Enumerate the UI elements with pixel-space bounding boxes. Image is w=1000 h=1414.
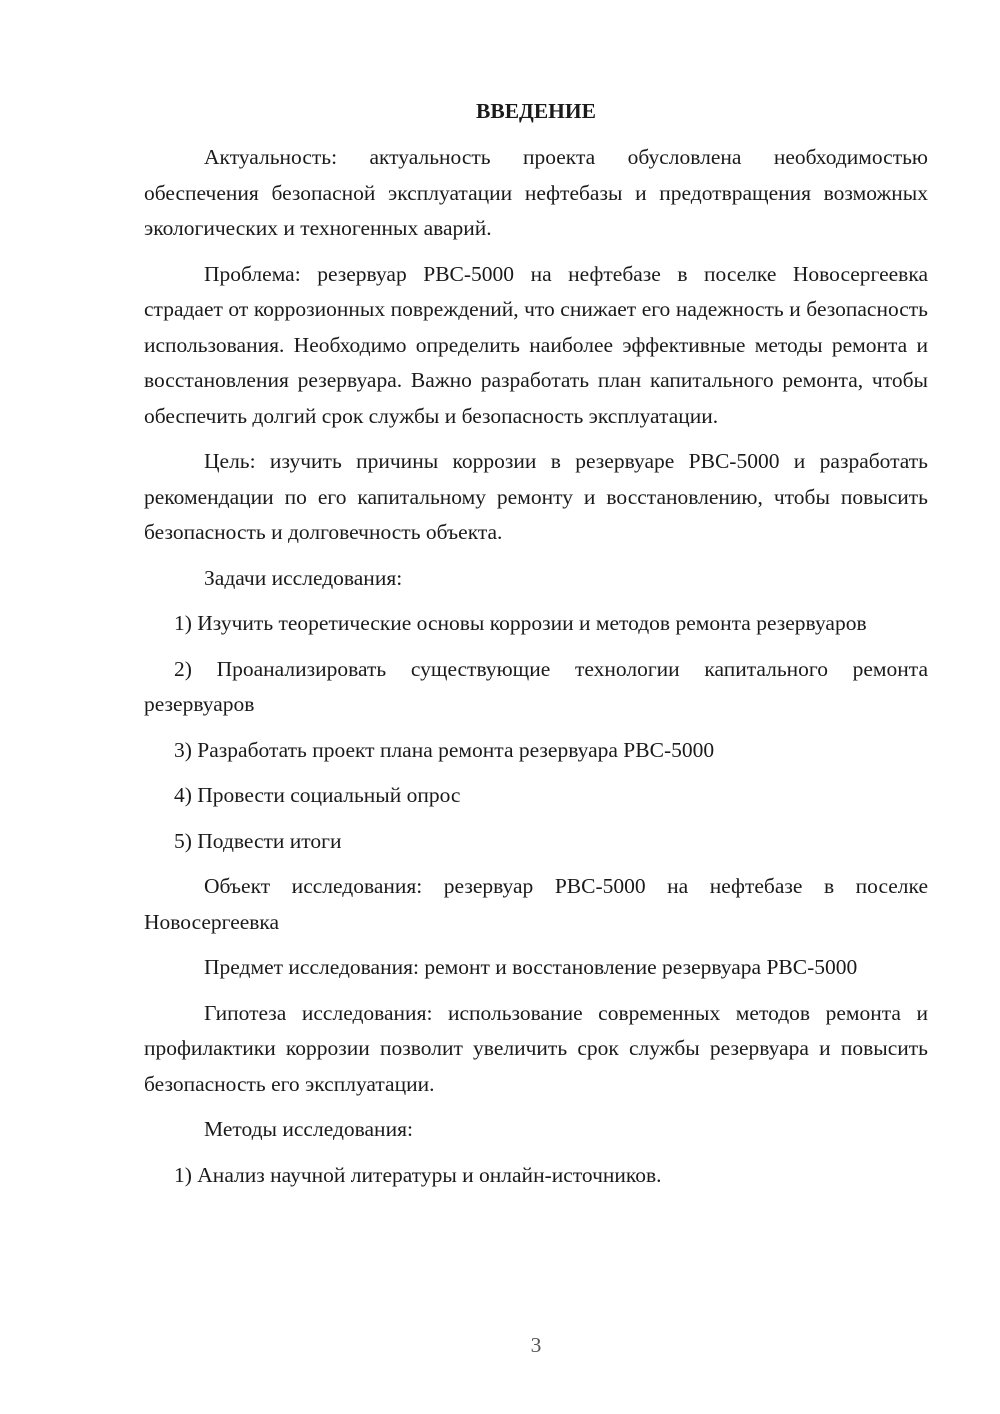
task-item-1: 1) Изучить теоретические основы коррозии и методов ремонта резервуаров: [174, 611, 867, 635]
page-number: 3: [530, 1333, 542, 1357]
tasks-title: Задачи исследования:: [204, 565, 403, 590]
paragraph-subject: Предмет исследования: ремонт и восстановление резервуара РВС-5000: [204, 955, 858, 979]
methods-title: Методы исследования:: [204, 1117, 413, 1141]
document-page: [144, 96, 928, 1203]
paragraph-hypothesis: Гипотеза исследования: использование современных методов ремонта и профилактики коррозии позволит увеличить срок службы резервуара и повысить безопасность его эксплуатации.: [144, 1000, 928, 1096]
paragraph-problem: Проблема: резервуар РВС-5000 на нефтебазе в поселке Новосергеевка страдает от коррозионных повреждений, что снижает его надежность и безопасность использования. Необходимо определить наиболее эффективные методы ремонта и восстановления резервуара. Важно разработать план капитального ремонта, чтобы обеспечить долгий срок службы и безопасность эксплуатации.: [144, 261, 928, 428]
paragraph-goal: Цель: изучить причины коррозии в резервуаре РВС-5000 и разработать рекомендации по его капитальному ремонту и восстановлению, чтобы повысить безопасность и долговечность объекта.: [144, 449, 928, 544]
task-item-5: 5) Подвести итоги: [174, 828, 342, 853]
method-item-1: 1) Анализ научной литературы и онлайн-источников.: [174, 1162, 662, 1187]
task-item-4: 4) Провести социальный опрос: [174, 783, 461, 807]
task-item-3: 3) Разработать проект плана ремонта резервуара РВС-5000: [174, 737, 715, 762]
section-heading: ВВЕДЕНИЕ: [476, 99, 596, 123]
paragraph-relevance: Актуальность: актуальность проекта обусловлена необходимостью обеспечения безопасной эксплуатации нефтебазы и предотвращения возможных экологических и техногенных аварий.: [144, 145, 928, 240]
task-item-2: 2) Проанализировать существующие технологии капитального ремонта резервуаров: [144, 656, 928, 716]
paragraph-object: Объект исследования: резервуар РВС-5000 на нефтебазе в поселке Новосергеевка: [144, 874, 928, 934]
